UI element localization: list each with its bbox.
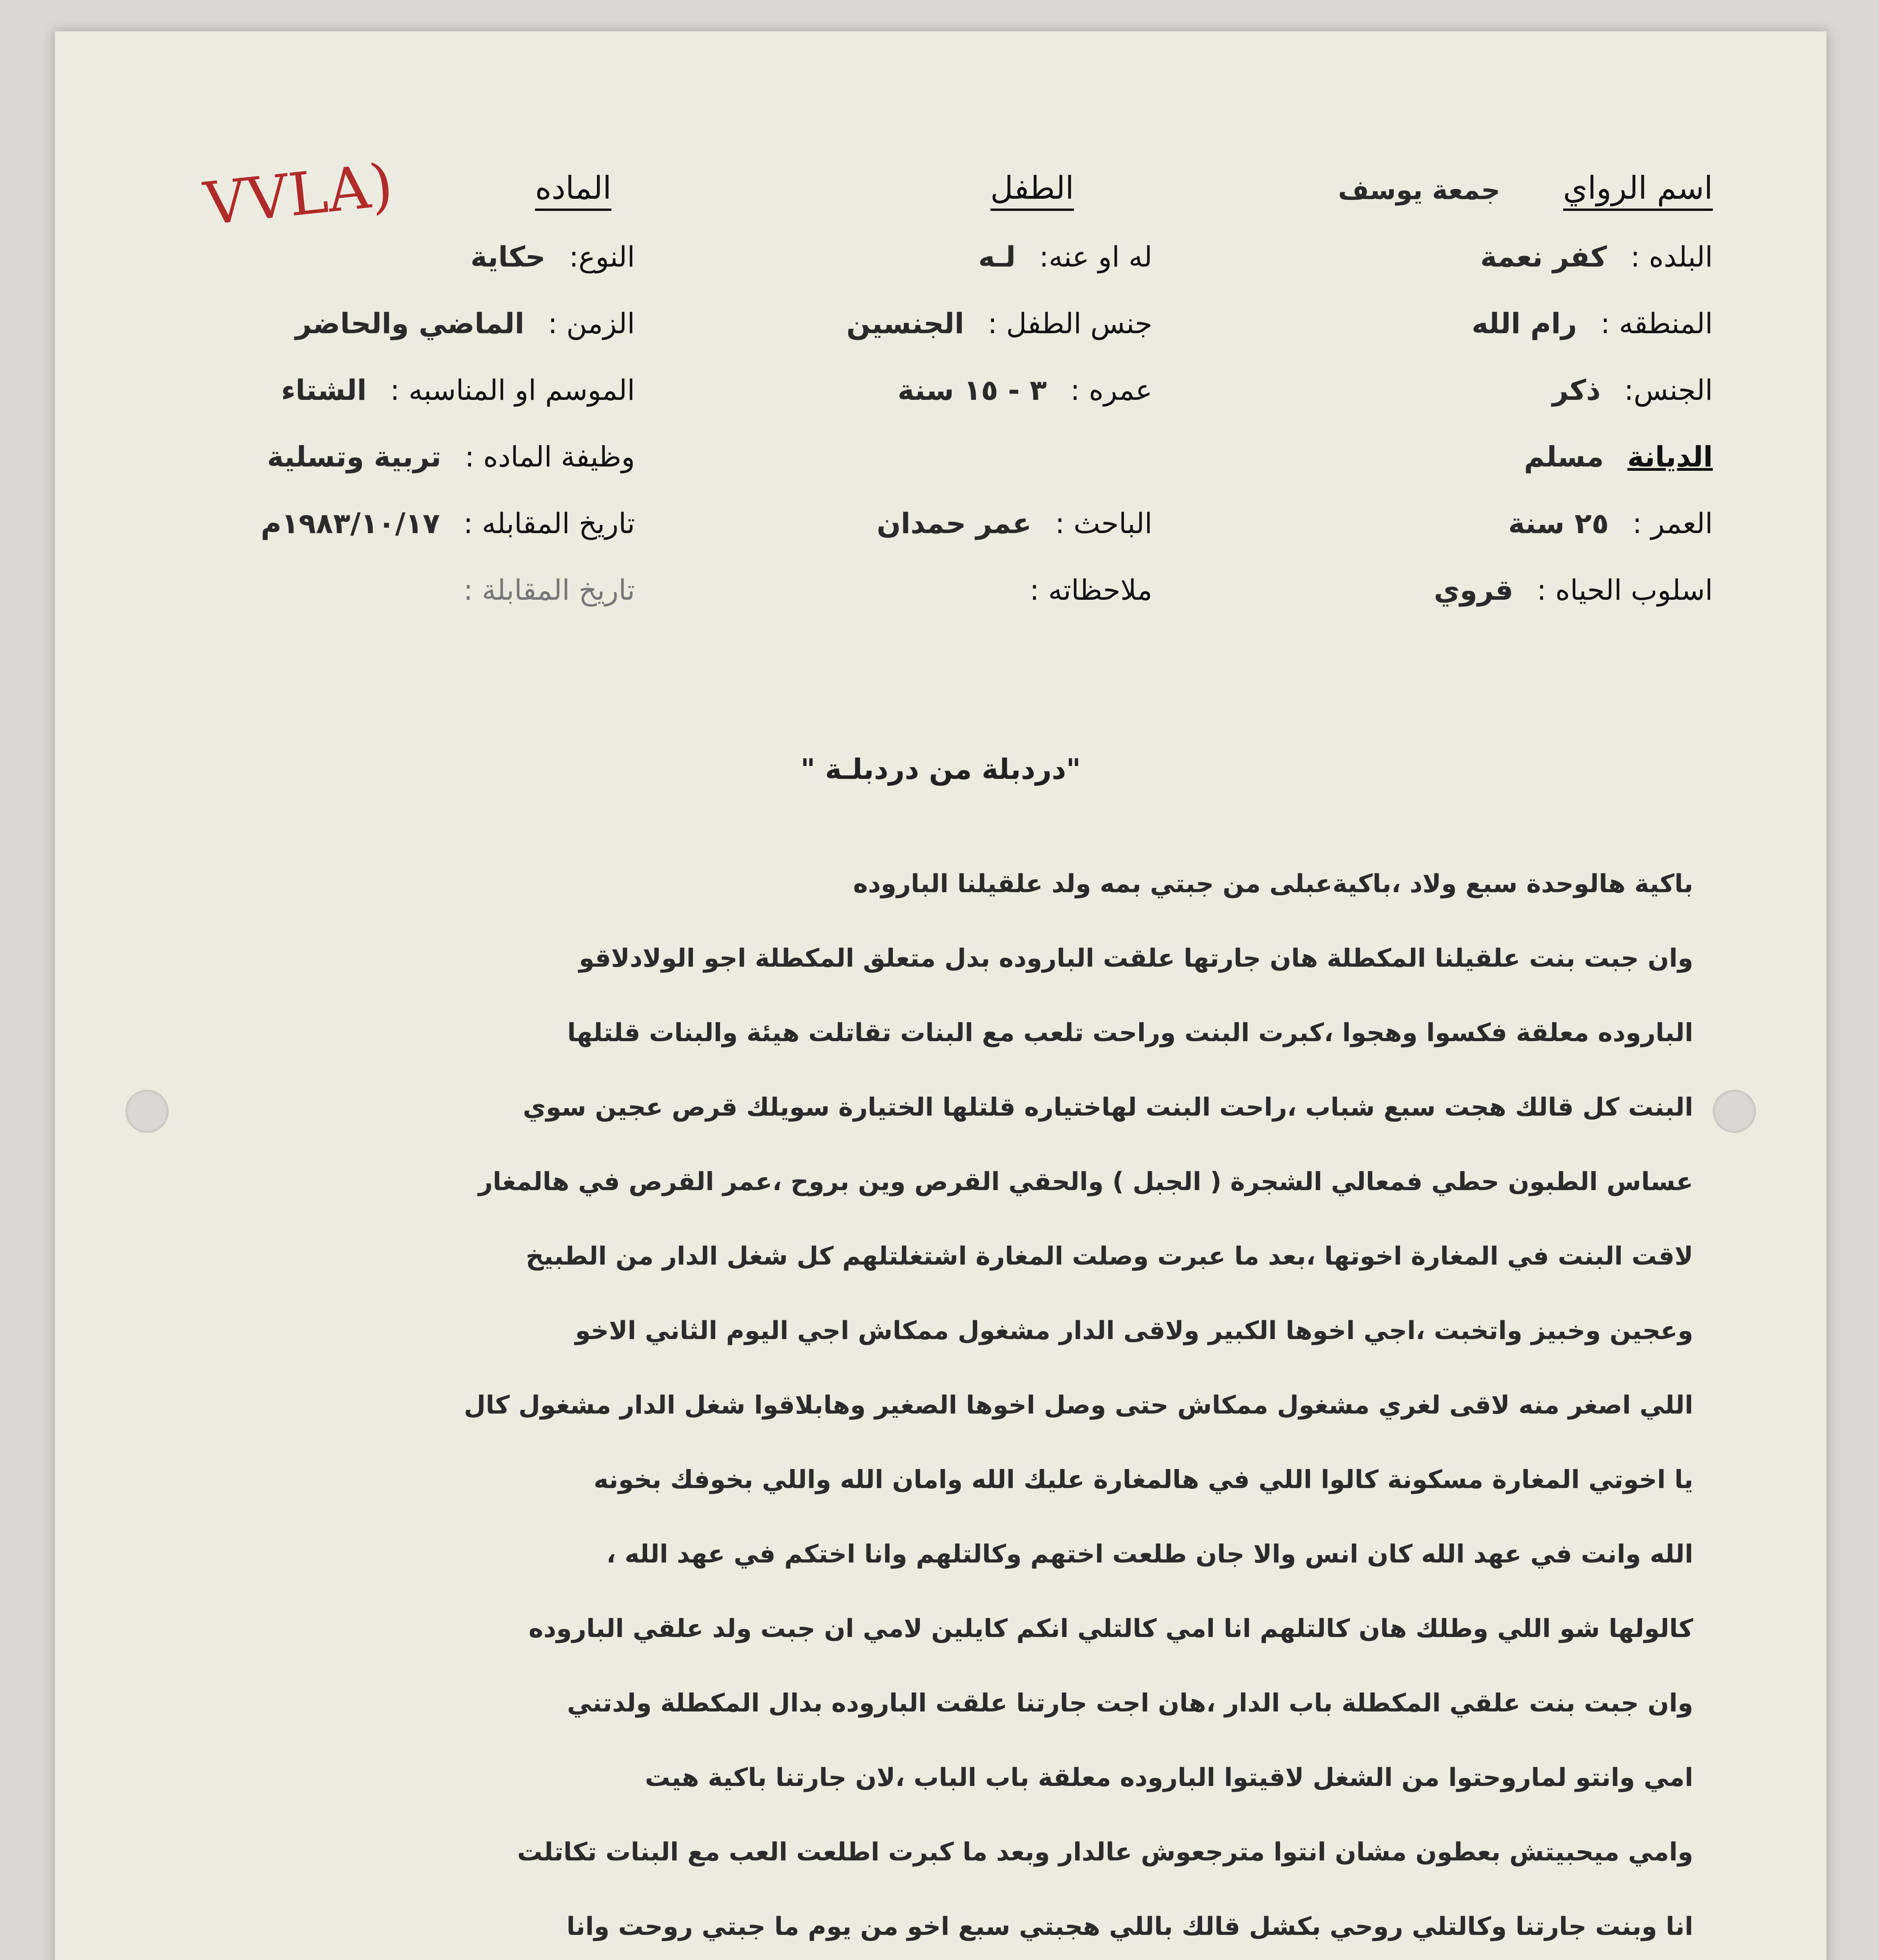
narrator-title: اسم الرواي bbox=[1563, 170, 1713, 211]
punch-hole bbox=[1713, 1090, 1756, 1133]
material-column bbox=[149, 157, 635, 623]
material-row: تاريخ المقابله : ١٩٨٣/١٠/١٧م bbox=[261, 507, 635, 540]
story-line: يا اخوتي المغارة مسكونة كالوا اللي في هالمغارة عليك الله وامان الله واللي بخوفك بخونه bbox=[593, 1465, 1693, 1494]
narrator-name: جمعة يوسف bbox=[1338, 174, 1500, 206]
story-line: باكية هالوحدة سبع ولاد ،باكيةعبلى من جبتي بمه ولد علقيلنا الباروده bbox=[853, 869, 1693, 898]
story-title: "دردبلة من دردبلـة " bbox=[800, 753, 1081, 786]
metadata-header bbox=[55, 157, 1826, 753]
narrator-row: البلده : كفر نعمة bbox=[1480, 240, 1713, 273]
archive-number: VVLA) bbox=[201, 151, 396, 239]
punch-hole bbox=[125, 1090, 169, 1133]
story-line: وعجين وخبيز واتخبت ،اجي اخوها الكبير ولاقى الدار مشغول ممكاش اجي اليوم الثاني الاخو bbox=[575, 1316, 1693, 1345]
child-column bbox=[702, 157, 1152, 623]
narrator-row: اسلوب الحياه : قروي bbox=[1434, 573, 1713, 606]
child-row: الباحث : عمر حمدان bbox=[876, 507, 1152, 540]
story-line: وان جبت بنت علقي المكطلة باب الدار ،هان اجت جارتنا علقت الباروده بدال المكطلة ولدتني bbox=[567, 1689, 1693, 1718]
material-row: وظيفة الماده : تربية وتسلية bbox=[267, 440, 635, 473]
child-row: له او عنه: لـه bbox=[978, 240, 1152, 273]
story-line: لاقت البنت في المغارة اخوتها ،بعد ما عبرت وصلت المغارة اشتغلتلهم كل شغل الدار من الطبيخ bbox=[526, 1242, 1693, 1271]
material-row: النوع: حكاية bbox=[470, 240, 635, 273]
story-line: كالولها شو اللي وطلك هان كالتلهم انا امي كالتلي انكم كايلين لامي ان جبت ولد علقي الباروده bbox=[528, 1614, 1693, 1643]
child-row: عمره : ٣ - ١٥ سنة bbox=[898, 374, 1152, 407]
narrator-row: المنطقه : رام الله bbox=[1471, 307, 1713, 340]
child-row bbox=[702, 423, 1152, 490]
story-body bbox=[165, 847, 1693, 1960]
narrator-row: الديانة مسلم bbox=[1524, 440, 1713, 473]
material-title: الماده bbox=[535, 170, 611, 211]
story-line: الباروده معلقة فكسوا وهجوا ،كبرت البنت وراحت تلعب مع البنات تقاتلت هيئة والبنات قلتلها bbox=[567, 1018, 1693, 1047]
story-line: الله وانت في عهد الله كان انس والا جان طلعت اختهم وكالتلهم وانا اختكم في عهد الله ، bbox=[606, 1540, 1693, 1569]
material-row: الموسم او المناسبه : الشتاء bbox=[281, 374, 635, 407]
story-line: وامي ميحبيتش بعطون مشان انتوا مترجعوش عالدار وبعد ما كبرت اطلعت العب مع البنات تكاتلت bbox=[517, 1838, 1693, 1867]
material-row: تاريخ المقابلة : bbox=[463, 573, 635, 606]
material-row: الزمن : الماضي والحاضر bbox=[295, 307, 635, 340]
story-line: اللي اصغر منه لاقى لغري مشغول ممكاش حتى وصل اخوها الصغير وهابلاقوا شغل الدار مشغول كال bbox=[464, 1391, 1693, 1420]
story-line: امي وانتو لماروحتوا من الشغل لاقيتوا الباروده معلقة باب الباب ،لان جارتنا باكية هيت bbox=[645, 1763, 1693, 1792]
document-page bbox=[55, 31, 1826, 1960]
child-title: الطفل bbox=[990, 170, 1074, 211]
child-row: جنس الطفل : الجنسين bbox=[846, 307, 1152, 340]
narrator-row: الجنس: ذكر bbox=[1552, 374, 1713, 407]
child-row: ملاحظاته : bbox=[1030, 573, 1152, 606]
narrator-column bbox=[1203, 157, 1713, 623]
story-line: وان جبت بنت علقيلنا المكطلة هان جارتها علقت الباروده بدل متعلق المكطلة اجو الولادلاقو bbox=[579, 944, 1693, 973]
story-line: البنت كل قالك هجت سبع شباب ،راحت البنت لهاختياره قلتلها الختيارة سويلك قرص عجين سوي bbox=[523, 1093, 1693, 1122]
narrator-row: العمر : ٢٥ سنة bbox=[1508, 507, 1713, 540]
story-line: عساس الطبون حطي فمعالي الشجرة ( الجبل ) والحقي القرص وين بروح ،عمر القرص في هالمغار bbox=[478, 1167, 1693, 1196]
story-line: انا وبنت جارتنا وكالتلي روحي بكشل قالك باللي هجبتي سبع اخو من يوم ما جبتي روحت وانا bbox=[566, 1912, 1693, 1941]
